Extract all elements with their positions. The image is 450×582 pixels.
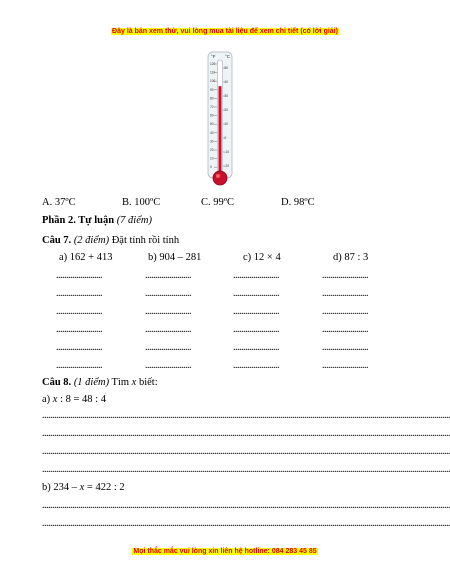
q8a-answer-line: ............................................................................................................................................................................................................ xyxy=(42,446,450,457)
celsius-tick-label: 10 xyxy=(224,122,229,126)
fahrenheit-unit-label: °F xyxy=(211,54,216,59)
fahrenheit-tick-label: 90 xyxy=(210,87,214,92)
q7-answer-line: ....................... xyxy=(233,342,279,353)
q7-item-c: c) 12 × 4 xyxy=(243,252,281,263)
q7-item-d: d) 87 : 3 xyxy=(333,252,369,263)
q8-heading: Câu 8. (1 điểm) Tìm x biết: xyxy=(42,377,158,388)
fahrenheit-tick-label: 80 xyxy=(210,96,214,101)
q7-answer-line: ....................... xyxy=(233,288,279,299)
q7-answer-line: ....................... xyxy=(233,360,279,371)
celsius-tick-label: 30 xyxy=(224,94,229,98)
celsius-tick-label: 0 xyxy=(224,136,227,140)
q7-answer-line: ....................... xyxy=(233,324,279,335)
q7-answer-line: ....................... xyxy=(145,270,191,281)
option-d: D. 98ºC xyxy=(281,197,315,208)
celsius-tick-label: 20 xyxy=(224,108,229,112)
q8a-answer-line: ............................................................................................................................................................................................................ xyxy=(42,410,450,421)
q7-answer-line: ....................... xyxy=(145,342,191,353)
fahrenheit-tick-label: 20 xyxy=(210,148,214,152)
q8a-answer-line: ............................................................................................................................................................................................................ xyxy=(42,428,450,439)
fahrenheit-tick-label: 40 xyxy=(210,130,214,135)
q7-answer-line: ....................... xyxy=(56,306,102,317)
option-c: C. 99ºC xyxy=(201,197,235,208)
celsius-tick-label: 50 xyxy=(224,66,229,70)
q7-answer-line: ....................... xyxy=(145,288,191,299)
q7-answer-line: ....................... xyxy=(322,360,368,371)
fahrenheit-tick-label: 30 xyxy=(210,139,214,144)
q7-answer-line: ....................... xyxy=(56,342,102,353)
q7-answer-line: ....................... xyxy=(56,270,102,281)
q7-answer-line: ....................... xyxy=(233,306,279,317)
q7-answer-line: ....................... xyxy=(322,306,368,317)
q7-answer-line: ....................... xyxy=(322,342,368,353)
q7-answer-line: ....................... xyxy=(233,270,279,281)
option-a: A. 37ºC xyxy=(42,197,76,208)
q7-answer-line: ....................... xyxy=(56,360,102,371)
q7-answer-line: ....................... xyxy=(145,360,191,371)
q8b-answer-line: ............................................................................................................................................................................................................ xyxy=(42,500,450,511)
q7-heading: Câu 7. (2 điểm) Đặt tính rồi tính xyxy=(42,235,180,246)
fahrenheit-tick-label: 50 xyxy=(210,122,214,127)
celsius-tick-label: -10 xyxy=(224,150,230,154)
thermometer-image xyxy=(198,46,242,192)
mercury-column xyxy=(219,86,222,176)
q7-answer-line: ....................... xyxy=(145,306,191,317)
fahrenheit-tick-label: 10 xyxy=(210,156,214,161)
fahrenheit-tick-label: 120 xyxy=(210,62,216,66)
celsius-unit-label: °C xyxy=(225,54,231,59)
fahrenheit-tick-label: 110 xyxy=(210,70,216,75)
q8-part-b: b) 234 – x = 422 : 2 xyxy=(42,482,125,493)
q8a-answer-line: ............................................................................................................................................................................................................ xyxy=(42,464,450,475)
celsius-tick-label: 40 xyxy=(224,80,229,84)
preview-notice-banner: Đây là bản xem thử, vui lòng mua tài liệu để xem chi tiết (có lời giải) xyxy=(112,28,338,35)
q7-item-b: b) 904 – 281 xyxy=(148,252,202,263)
thermometer-bulb xyxy=(213,171,227,185)
q7-item-a: a) 162 + 413 xyxy=(59,252,113,263)
q7-answer-line: ....................... xyxy=(322,288,368,299)
q7-answer-line: ....................... xyxy=(322,270,368,281)
q7-answer-line: ....................... xyxy=(322,324,368,335)
fahrenheit-tick-label: 0 xyxy=(210,165,212,170)
q8b-answer-line: ............................................................................................................................................................................................................ xyxy=(42,518,450,529)
fahrenheit-tick-label: 70 xyxy=(210,105,214,109)
fahrenheit-tick-label: 100 xyxy=(210,79,216,84)
part2-heading: Phần 2. Tự luận (7 điểm) xyxy=(42,215,152,226)
q7-answer-line: ....................... xyxy=(56,288,102,299)
hotline-banner: Mọi thắc mắc vui lòng xin liên hệ hotline: 084 283 45 85 xyxy=(133,548,317,555)
option-b: B. 100ºC xyxy=(122,197,161,208)
celsius-tick-label: -20 xyxy=(224,164,230,168)
q7-answer-line: ....................... xyxy=(56,324,102,335)
fahrenheit-tick-label: 60 xyxy=(210,113,214,118)
q8-part-a: a) x : 8 = 48 : 4 xyxy=(42,394,106,405)
q7-answer-line: ....................... xyxy=(145,324,191,335)
